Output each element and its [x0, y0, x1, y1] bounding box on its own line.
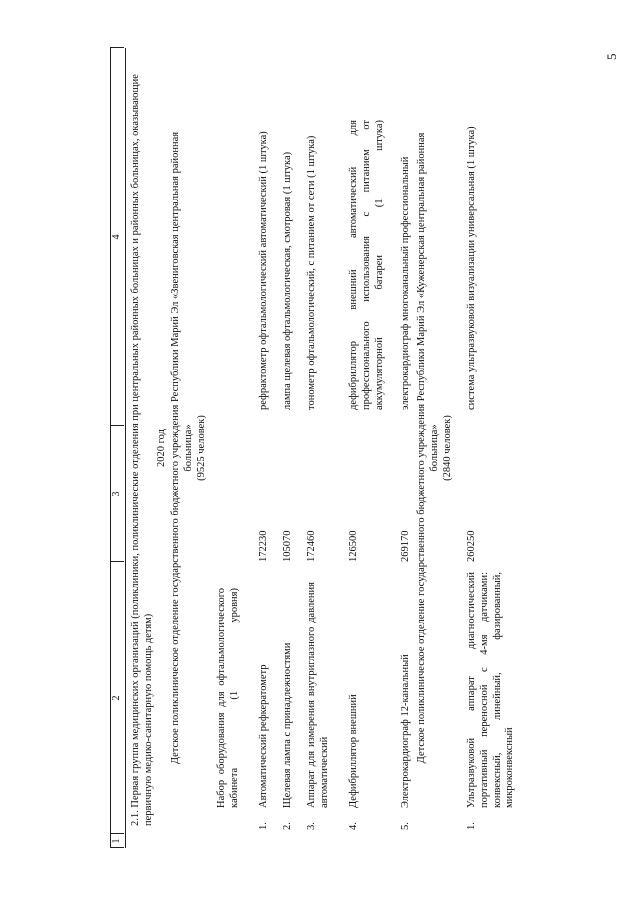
- equipment-description: система ультразвуковой визуализации универсальная (1 штука): [466, 126, 477, 410]
- row-number: 2.: [282, 822, 293, 830]
- row-number: 1.: [258, 822, 269, 830]
- equipment-price: 260250: [466, 530, 477, 562]
- row-number: 1.: [466, 822, 477, 830]
- equipment-price: 269170: [400, 530, 411, 562]
- section-year: 2020 год: [156, 429, 167, 467]
- org-1-population: (9525 человек): [196, 415, 207, 481]
- equipment-name: Дефибриллятор внешний: [348, 694, 359, 808]
- equipment-name: Ультразвуковой аппарат диагностический портативный переносной с 4-мя датчиками: конвексный, линейный, фазированный, микроконвексный: [466, 572, 516, 808]
- equipment-price: 126500: [348, 530, 359, 562]
- equipment-price: 172460: [306, 530, 317, 562]
- equipment-name: Автоматический рефкератометр: [258, 664, 269, 808]
- equipment-description: лампа щелевая офтальмологическая, смотровая (1 штука): [282, 151, 293, 410]
- equipment-name: Щелевая лампа с принадлежностями: [282, 642, 293, 808]
- header-col-3: 3: [111, 491, 122, 497]
- equipment-name: Электрокардиограф 12-канальный: [400, 654, 411, 808]
- org-2-name: Детское поликлиническое отделение государственного бюджетного учреждения Республики Марий Эл «Куженерская центральная районная больница»: [416, 132, 440, 764]
- row-number: 5.: [400, 822, 411, 830]
- org-2-population: (2840 человек): [442, 415, 453, 481]
- equipment-description: тонометр офтальмологический, с питанием от сети (1 штука): [306, 135, 317, 410]
- header-col-2: 2: [111, 695, 122, 701]
- equipment-name: Аппарат для измерения внутриглазного давления автоматический: [306, 582, 330, 808]
- document-sheet: [110, 48, 530, 848]
- equipment-set-title: Набор оборудования для офтальмологического кабинета (1 уровня): [216, 588, 240, 808]
- header-col-4: 4: [111, 234, 122, 240]
- row-number: 4.: [348, 822, 359, 830]
- equipment-price: 172230: [258, 530, 269, 562]
- page-number: 5: [604, 53, 619, 60]
- equipment-description: рефрактометр офтальмологический автоматический (1 штука): [258, 131, 269, 410]
- equipment-description: электрокардиограф многоканальный профессиональный: [400, 156, 411, 410]
- equipment-description: дефибриллятор внешний автоматический для профессионального использования с питанием от аккумуляторной батареи (1 штука): [348, 120, 385, 410]
- equipment-price: 105070: [282, 530, 293, 562]
- org-1-name: Детское поликлиническое отделение государственного бюджетного учреждения Республики Марий Эл «Звениговская центральная районная больница»: [170, 131, 194, 765]
- section-title: 2.1. Первая группа медицинских организаций (поликлиники, поликлинические отделения при центральных районных больницах и районных больницах, оказывающие первичную медико-санитарную помощь детям): [130, 74, 154, 826]
- header-col-1: 1: [111, 838, 122, 844]
- row-number: 3.: [306, 822, 317, 830]
